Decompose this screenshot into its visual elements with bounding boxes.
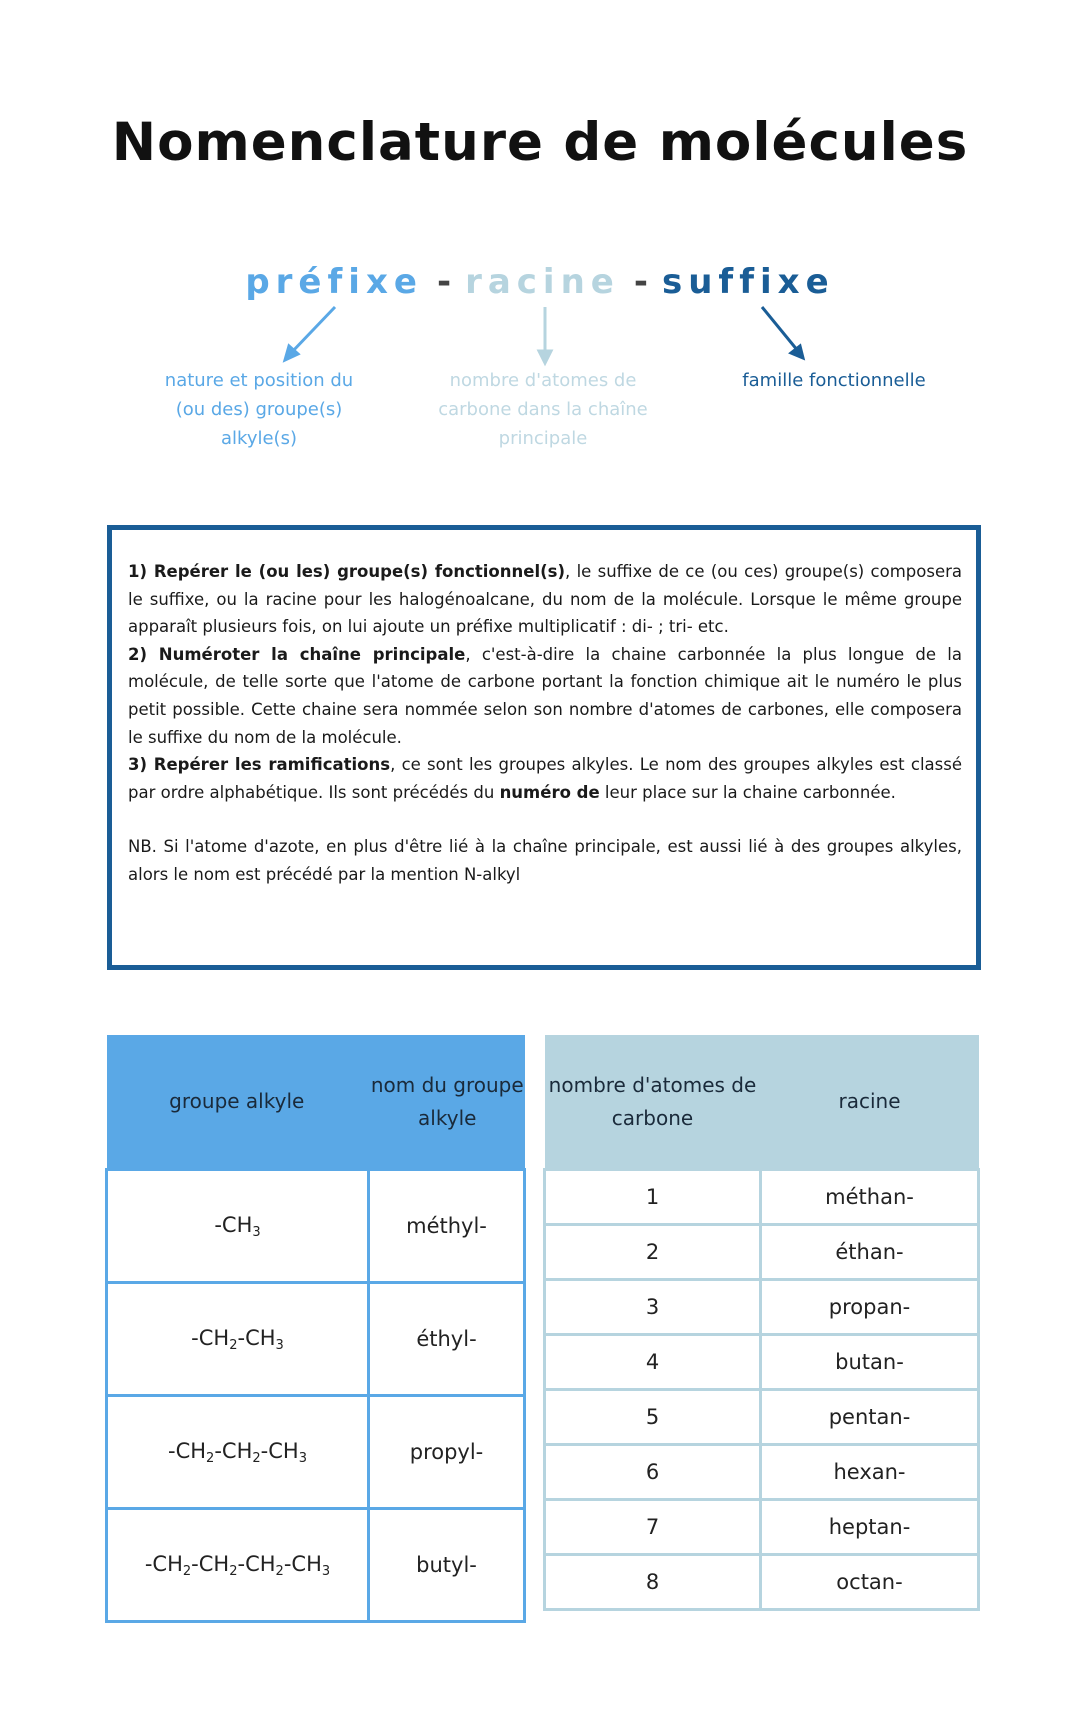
rule-3-emphasis: numéro de <box>499 782 600 802</box>
table-row <box>545 1445 979 1500</box>
prefix-word: préfixe <box>245 262 423 302</box>
alkyl-formula-cell: $-CH_2-CH_2-CH_2-CH_3$ <box>107 1509 369 1622</box>
carbon-count-cell: 1 <box>545 1170 761 1225</box>
rule-1-text: , le suffixe de ce (ou ces) groupe(s) composera le suffixe, ou la racine pour les halogénoalcane, du nom de la molécule. Lorsque le même groupe apparaît plusieurs fois, on lui ajoute un préfixe multiplicatif : di- ; tri- etc. <box>128 562 962 637</box>
rule-1-heading: 1) Repérer le (ou les) groupe(s) fonctionnel(s) <box>128 562 566 581</box>
prefix-description: nature et position du (ou des) groupe(s) alkyle(s) <box>164 370 354 449</box>
alkyl-formula-cell: $-CH_2-CH_2-CH_3$ <box>107 1396 369 1509</box>
column-header: groupe alkyle <box>107 1035 369 1170</box>
rules-box <box>107 525 981 970</box>
prefix-arrow <box>285 307 335 360</box>
carbon-count-cell: 7 <box>545 1500 761 1555</box>
rule-1 <box>128 558 962 641</box>
root-name-cell: pentan- <box>761 1390 979 1445</box>
table-header-row <box>107 1035 525 1170</box>
table-row <box>545 1335 979 1390</box>
carbon-count-cell: 8 <box>545 1555 761 1610</box>
nb-note: NB. Si l'atome d'azote, en plus d'être lié à la chaîne principale, est aussi lié à des groupes alkyles, alors le nom est précédé par la mention N-alkyl <box>128 837 962 884</box>
table-row <box>107 1170 525 1283</box>
rule-3-text-end: leur place sur la chaine carbonnée. <box>599 782 896 802</box>
carbon-root-table <box>543 1035 980 1611</box>
table-row <box>107 1283 525 1396</box>
column-header: nom du groupe alkyle <box>369 1035 525 1170</box>
suffix-word: suffixe <box>661 262 835 302</box>
suffix-arrow <box>762 307 803 358</box>
table-row <box>545 1280 979 1335</box>
rule-3 <box>128 751 962 806</box>
root-name-cell: éthan- <box>761 1225 979 1280</box>
root-name-cell: butan- <box>761 1335 979 1390</box>
alkyl-name-cell: méthyl- <box>369 1170 525 1283</box>
alkyl-name-cell: butyl- <box>369 1509 525 1622</box>
column-header: racine <box>761 1035 979 1170</box>
rule-3-heading: 3) Repérer les ramifications <box>128 755 391 775</box>
carbon-count-cell: 5 <box>545 1390 761 1445</box>
table-row <box>107 1509 525 1622</box>
table-row <box>545 1390 979 1445</box>
root-name-cell: hexan- <box>761 1445 979 1500</box>
table-header-row <box>545 1035 979 1170</box>
root-word: racine <box>465 262 620 302</box>
rule-3-text: , ce sont les groupes alkyles. Le nom des groupes alkyles est classé par ordre alphabétique. Ils sont précédés du <box>128 755 962 802</box>
alkyl-formula-cell: $-CH_3$ <box>107 1170 369 1283</box>
rule-2-heading: 2) Numéroter la chaîne principale <box>128 644 466 664</box>
table-row <box>545 1555 979 1610</box>
root-name-cell: heptan- <box>761 1500 979 1555</box>
table-row <box>107 1396 525 1509</box>
alkyl-name-cell: éthyl- <box>369 1283 525 1396</box>
separator: - <box>633 262 648 302</box>
separator: - <box>436 262 452 302</box>
carbon-count-cell: 2 <box>545 1225 761 1280</box>
alkyl-formula-cell: $-CH_2-CH_3$ <box>107 1283 369 1396</box>
column-header: nombre d'atomes de carbone <box>545 1035 761 1170</box>
carbon-count-cell: 4 <box>545 1335 761 1390</box>
carbon-count-cell: 6 <box>545 1445 761 1500</box>
table-row <box>545 1170 979 1225</box>
rule-2 <box>128 641 962 751</box>
suffix-description: famille fonctionnelle <box>742 370 926 391</box>
page-title: Nomenclature de molécules <box>111 112 969 173</box>
carbon-count-cell: 3 <box>545 1280 761 1335</box>
root-arrow <box>539 307 551 363</box>
root-name-cell: méthan- <box>761 1170 979 1225</box>
root-name-cell: octan- <box>761 1555 979 1610</box>
root-name-cell: propan- <box>761 1280 979 1335</box>
root-description: nombre d'atomes de carbone dans la chaîne principale <box>438 370 648 449</box>
alkyl-name-cell: propyl- <box>369 1396 525 1509</box>
table-row <box>545 1500 979 1555</box>
table-row <box>545 1225 979 1280</box>
alkyl-group-table <box>105 1035 526 1623</box>
rule-2-text: , c'est-à-dire la chaine carbonnée la plus longue de la molécule, de telle sorte que l'atome de carbone portant la fonction chimique ait le numéro le plus petit possible. Cette chaine sera nommée selon son nombre d'atomes de carbones, elle composera le suffixe du nom de la molécule. <box>128 644 962 747</box>
